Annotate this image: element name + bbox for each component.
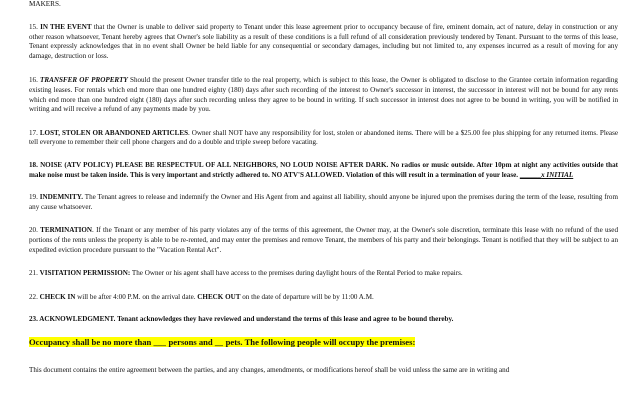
occupancy-text-3: pets. The following people will occupy the premises:: [225, 336, 416, 347]
clause-number: 16.: [29, 76, 38, 85]
clause-number: 21.: [29, 269, 38, 278]
clause-15: [29, 23, 618, 61]
clause-heading: INDEMNITY.: [39, 193, 84, 202]
clause-body: Should the present Owner transfer title to the real property, which is subject to this lease, the Owner is obligated to disclose to the Grantee certain information regarding existing leases. For rentals which end more than one hundred eighty (180) days after such recording of the interest to Owner's successor in interest, the successor in interest will not be bound for any rents which end more than one hundred eight (180) days after such recording unless they agree to be bound in writing. If such successor in interest does not agree to be bound in writing, you will be notified in writing and will receive a refund of any payments made by you.: [29, 76, 618, 114]
clause-body: No radios or music outside. After 10pm at night any activities outside that make noise must be taken inside. This is very important and strictly adhered to. NO ATV'S ALLOWED. Violation of this will result in a termination of your lease.: [29, 160, 618, 179]
clause-number: 23.: [29, 315, 38, 324]
check-in-body: will be after 4:00 P.M. on the arrival date.: [77, 292, 196, 301]
initial-blank[interactable]: ______: [519, 170, 542, 179]
clause-17: 17. LOST, STOLEN OR ABANDONED ARTICLES. Owner shall NOT have any responsibility for lost, stolen or abandoned items. There will be a $25.00 fee plus shipping for any returned items. Please tell everyone to remember their cell phone chargers and do a double and triple sweep before vacating.: [29, 128, 618, 147]
clause-16: [29, 76, 618, 114]
entire-agreement-text: This document contains the entire agreement between the parties, and any changes, amendments, or modifications hereof shall be void unless the same are in writing and: [29, 365, 510, 374]
clause-22: [29, 293, 618, 303]
clause-number: 18.: [29, 160, 38, 169]
clause-body: . If the Tenant or any member of his party violates any of the terms of this agreement, the Owner may, at the Owner's sole discretion, terminate this lease with no refund of the used portions of the rents unless the property is able to be re-rented, and may enter the premises and remove Tenant, the members of his party and their belongings. Tenant is notified that they will be subject to an expedited eviction procedure pursuant to the "Vacation Rental Act".: [29, 226, 619, 254]
clause-body: The Tenant agrees to release and indemnify the Owner and His Agent from and against all liability, should anyone be injured upon the premises during the term of the lease, resulting from any cause whatsoever.: [29, 193, 618, 211]
clause-number: 17.: [29, 128, 38, 137]
clause-number: 22.: [29, 292, 38, 301]
clause-body: Owner shall NOT have any responsibility for lost, stolen or abandoned items. There will be a $25.00 fee plus shipping for any returned items. Please tell everyone to remember their cell phone chargers and do a double and triple sweep before vacating.: [29, 128, 618, 147]
clause-21: [29, 269, 618, 279]
clause-heading: LOST, STOLEN OR ABANDONED ARTICLES: [39, 128, 189, 137]
occupancy-text-2: persons and: [168, 336, 213, 347]
check-in-heading: CHECK IN: [39, 292, 76, 301]
initial-label: x INITIAL: [541, 170, 574, 179]
clause-number: 20.: [29, 226, 38, 235]
clause-heading: ACKNOWLEDGMENT.: [39, 315, 116, 324]
occupancy-text-1: Occupancy shall be no more than: [29, 336, 152, 347]
clause-number: 19.: [29, 193, 38, 202]
clause-body: that the Owner is unable to deliver said property to Tenant under this lease agreement prior to occupancy because of fire, eminent domain, act of nature, delay in construction or any other reason whatsoever, Tenant hereby agrees that Owner's sole liability as a result of these conditions is a full refund of all consideration previously tendered by Tenant. Pursuant to the terms of this lease, Tenant expressly acknowledges that in no event shall Owner be held liable for any consequential or secondary damages, including but not limited to, any expenses incurred as a result of moving for any damage, destruction or loss.: [29, 23, 618, 60]
clause-23: [29, 315, 618, 325]
persons-blank[interactable]: ___: [153, 336, 167, 347]
clause-heading: IN THE EVENT: [40, 23, 92, 31]
pets-blank[interactable]: __: [214, 336, 224, 347]
check-out-heading: CHECK OUT: [197, 292, 241, 301]
previous-clause-fragment: MAKERS.: [29, 0, 61, 8]
clause-body: Tenant acknowledges they have reviewed and understand the terms of this lease and agree to be bound thereby.: [117, 315, 454, 324]
clause-heading: NOISE (ATV POLICY) PLEASE BE RESPECTFUL OF ALL NEIGHBORS, NO LOUD NOISE AFTER DARK.: [40, 160, 389, 169]
clause-heading: VISITATION PERMISSION:: [39, 269, 131, 278]
clause-heading: TRANSFER OF PROPERTY: [40, 76, 128, 85]
clause-body: The Owner or his agent shall have access to the premises during daylight hours of the Rental Period to make repairs.: [131, 269, 463, 278]
clause-18: [29, 161, 618, 180]
clause-number: 15.: [29, 23, 38, 31]
check-out-body: on the date of departure will be by 11:00 A.M.: [242, 292, 374, 301]
clause-19: [29, 193, 618, 212]
occupancy-line: [29, 337, 618, 348]
clause-20: [29, 226, 618, 255]
clause-heading: TERMINATION: [40, 226, 93, 235]
